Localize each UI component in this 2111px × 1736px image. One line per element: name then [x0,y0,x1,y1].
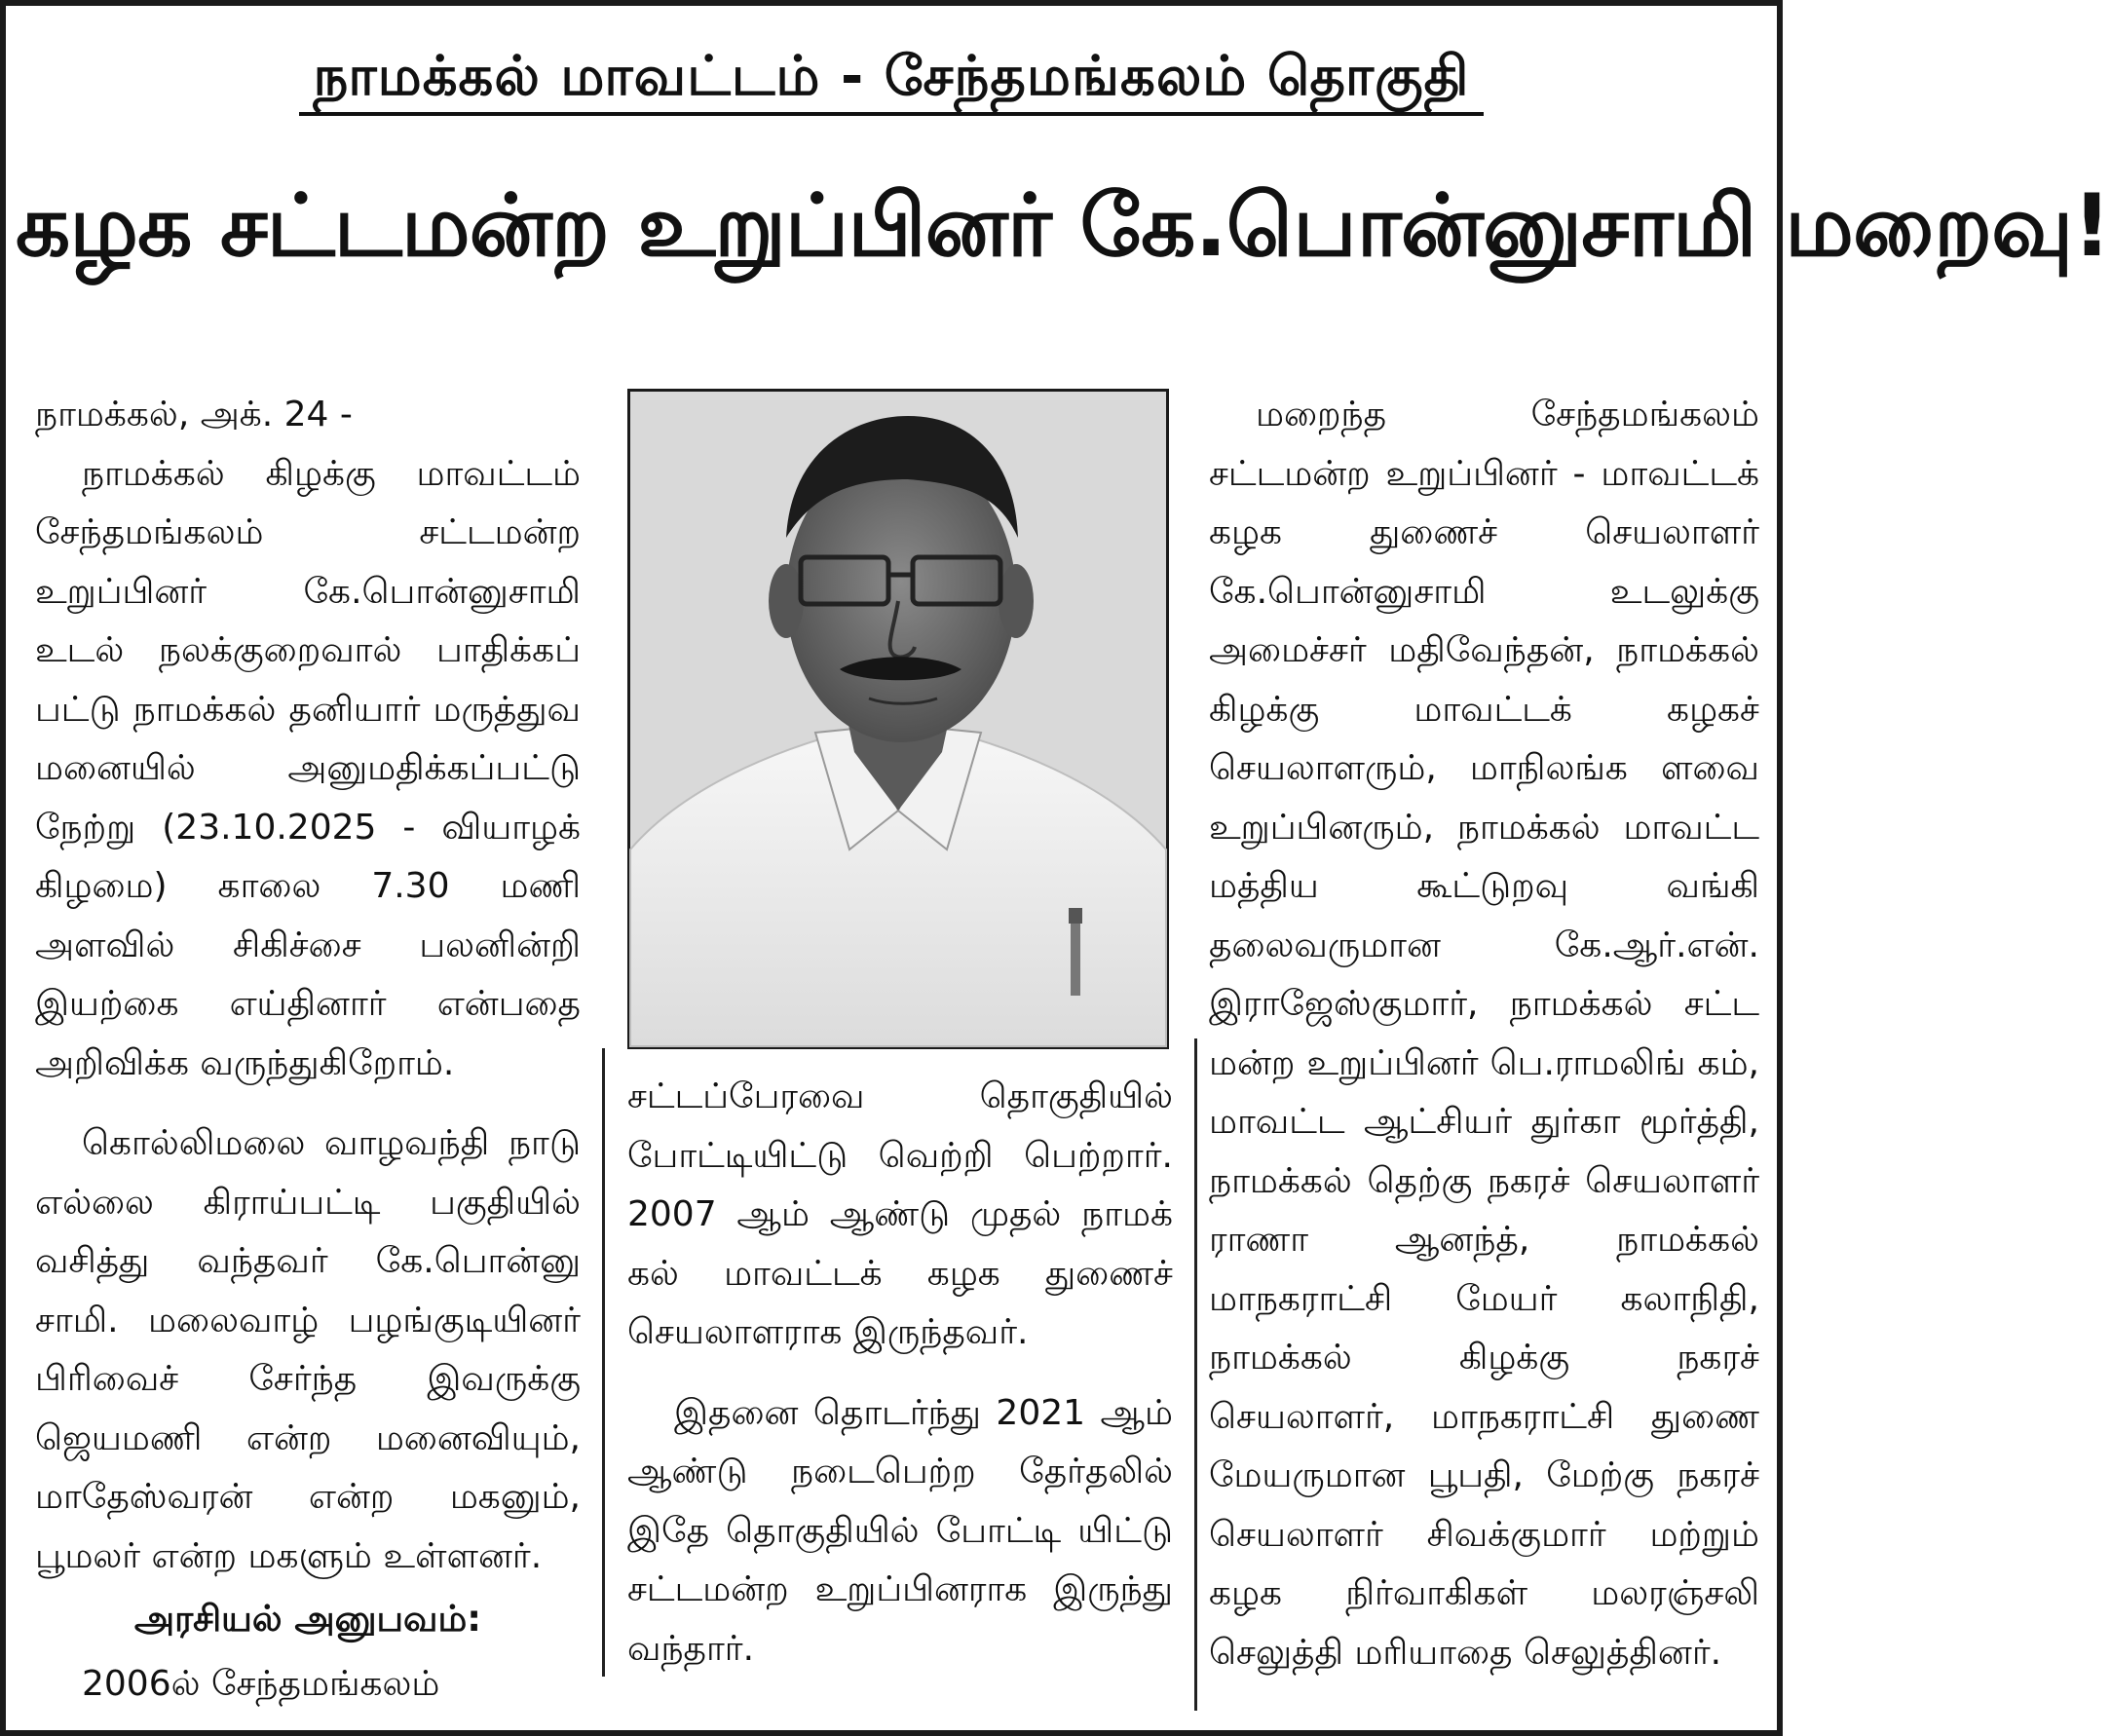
section-subheading: அரசியல் அனுபவம்: [133,1598,482,1640]
left-column [35,386,581,1714]
column-divider [1194,1038,1197,1711]
article-paragraph: கொல்லிமலை வாழவந்தி நாடு எல்லை கிராய்பட்டி பகுதியில் வசித்து வந்தவர் கே.பொன்னு சாமி. மலைவாழ் பழங்குடியினர் பிரிவைச் சேர்ந்த இவருக்கு ஜெயமணி என்ற மனைவியும், மாதேஸ்வரன் என்ற மகனும், பூமலர் என்ற மகளும் உள்ளனர். [35,1123,581,1576]
article-paragraph: நாமக்கல் கிழக்கு மாவட்டம் சேந்தமங்கலம் சட்டமன்ற உறுப்பினர் கே.பொன்னுசாமி உடல் நலக்குறைவால் பாதிக்கப் பட்டு நாமக்கல் தனியார் மருத்துவ மனையில் அனுமதிக்கப்பட்டு நேற்று (23.10.2025 - வியாழக் கிழமை) காலை 7.30 மணி அளவில் சிகிச்சை பலனின்றி இயற்கை எய்தினார் என்பதை அறிவிக்க வருந்துகிறோம். [35,453,581,1083]
column-divider [602,1048,605,1677]
article-paragraph: 2006ல் சேந்தமங்கலம் [82,1663,440,1704]
article-paragraph: இதனை தொடர்ந்து 2021 ஆம் ஆண்டு நடைபெற்ற தேர்தலில் இதே தொகுதியில் போட்டி யிட்டு சட்டமன்ற உறுப்பினராக இருந்து வந்தார். [627,1392,1173,1669]
article-paragraph: மறைந்த சேந்தமங்கலம் சட்டமன்ற உறுப்பினர் - மாவட்டக் கழக துணைச் செயலாளர் கே.பொன்னுசாமி உடலுக்கு அமைச்சர் மதிவேந்தன், நாமக்கல் கிழக்கு மாவட்டக் கழகச் செயலாளரும், மாநிலங்க ளவை உறுப்பினரும், நாமக்கல் மாவட்ட மத்திய கூட்டுறவு வங்கி தலைவருமான கே.ஆர்.என். இராஜேஸ்குமார், நாமக்கல் சட்ட மன்ற உறுப்பினர் பெ.ராமலிங் கம், மாவட்ட ஆட்சியர் துர்கா மூர்த்தி, நாமக்கல் தெற்கு நகரச் செயலாளர் ராணா ஆனந்த், நாமக்கல் மாநகராட்சி மேயர் கலாநிதி, நாமக்கல் கிழக்கு நகரச் செயலாளர், மாநகராட்சி துணை மேயருமான பூபதி, மேற்கு நகரச் செயலாளர் சிவக்குமார் மற்றும் கழக நிர்வாகிகள் மலரஞ்சலி செலுத்தி மரியாதை செலுத்தினர். [1209,395,1759,1673]
kicker-text: நாமக்கல் மாவட்டம் - சேந்தமங்கலம் தொகுதி [299,46,1483,116]
right-column [1209,386,1759,1682]
headline: கழக சட்டமன்ற உறுப்பினர் கே.பொன்னுசாமி மறைவு! [16,175,2111,276]
portrait-photo [627,389,1169,1049]
dateline: நாமக்கல், அக். 24 - [35,395,353,434]
portrait-photo-icon [630,392,1166,1046]
article-paragraph: சட்டப்பேரவை தொகுதியில் போட்டியிட்டு வெற்றி பெற்றார். 2007 ஆம் ஆண்டு முதல் நாமக் கல் மாவட்டக் கழக துணைச் செயலாளராக இருந்தவர். [627,1076,1173,1352]
kicker-heading [6,45,1777,116]
middle-column [627,1068,1173,1679]
